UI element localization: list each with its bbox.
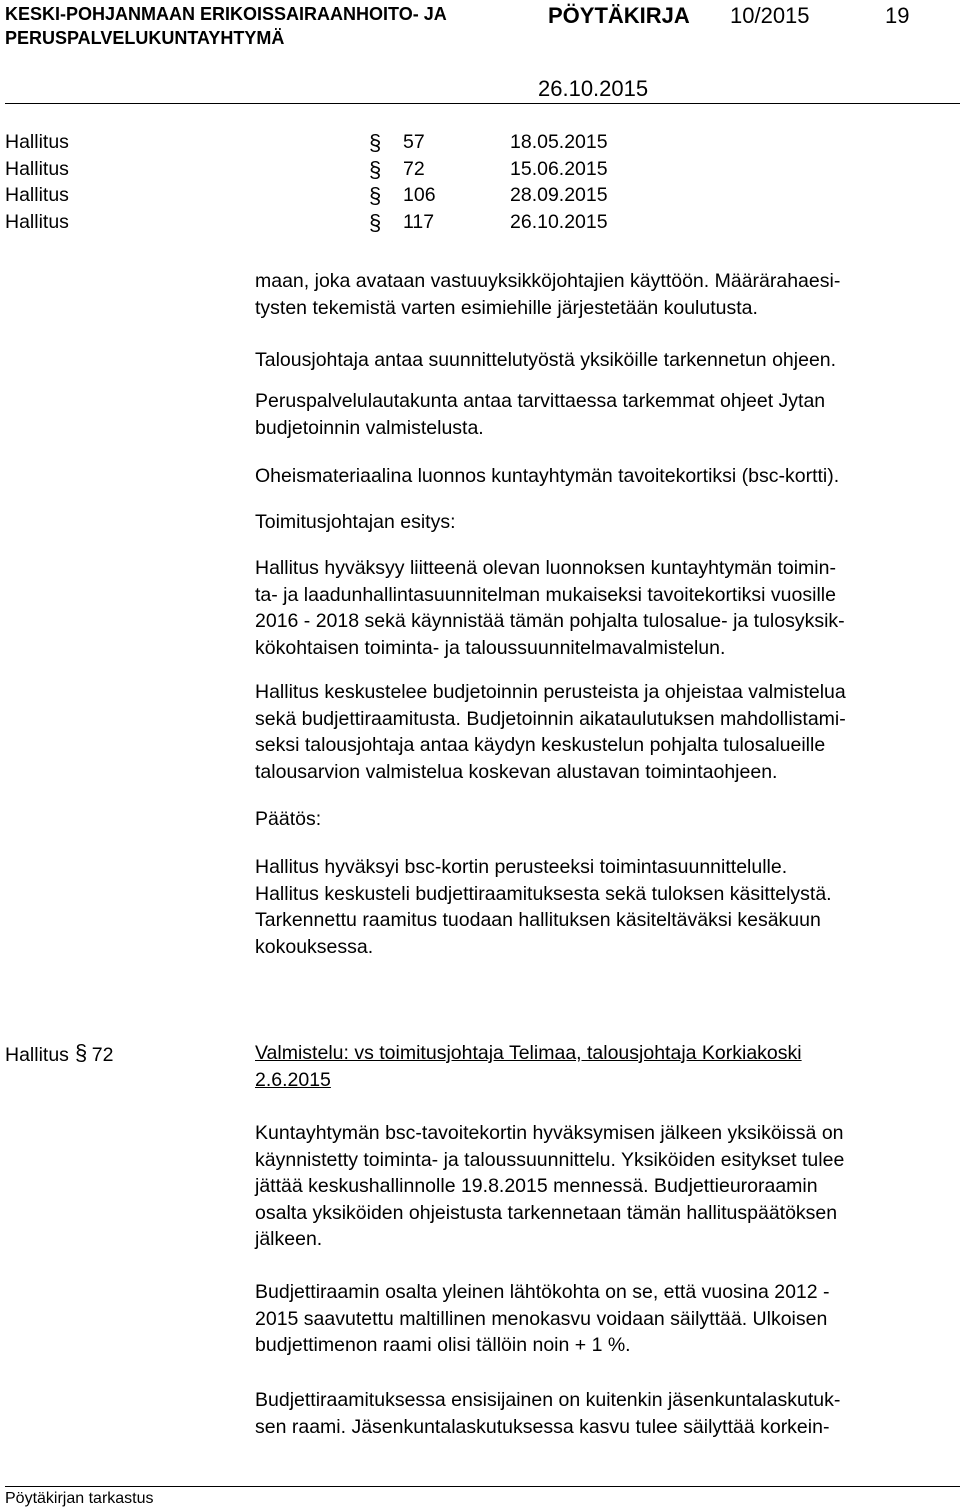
text-line: maan, joka avataan vastuuyksikköjohtajien käyttöön. Määrärahaesi- (255, 270, 841, 292)
history-section: 57 (403, 131, 425, 153)
text-line: Peruspalvelulautakunta antaa tarvittaessa tarkemmat ohjeet Jytan (255, 390, 826, 412)
document-type: PÖYTÄKIRJA (548, 3, 690, 28)
paragraph-cfo-instructions (255, 347, 955, 374)
svg-text:§: § (75, 1040, 88, 1065)
history-section: 72 (403, 158, 425, 180)
section-label (5, 1040, 113, 1067)
svg-text:§: § (369, 130, 382, 155)
history-body: Hallitus (5, 131, 69, 153)
text-line: tysten tekemistä varten esimiehille järjestetään koulutusta. (255, 296, 758, 319)
history-body: Hallitus (5, 158, 69, 180)
section-body: Hallitus (5, 1044, 69, 1066)
text-line: 2015 saavutettu maltillinen menokasvu voidaan säilyttää. Ulkoisen (255, 1307, 828, 1330)
text-line: Hallitus hyväksyy liitteenä olevan luonnoksen kuntayhtymän toimin- (255, 557, 836, 579)
section-sign-icon (368, 157, 380, 184)
paragraph-decision (255, 854, 955, 960)
history-date: 18.05.2015 (510, 131, 608, 153)
document-date: 26.10.2015 (538, 76, 649, 101)
history-date: 28.09.2015 (510, 184, 608, 206)
paragraph-committee-instructions (255, 388, 955, 441)
text-line: sekä budjettiraamitusta. Budjetoinnin aikataulutuksen mahdollistami- (255, 707, 846, 730)
text-line: talousarvion valmistelua koskevan alustavan toimintaohjeen. (255, 760, 778, 783)
header-divider (5, 103, 960, 104)
text-line: Talousjohtaja antaa suunnittelutyöstä yksiköille tarkennetun ohjeen. (255, 349, 837, 371)
paragraph-attachment-note (255, 463, 955, 490)
history-body: Hallitus (5, 184, 69, 206)
paragraph-proposal-2 (255, 679, 955, 785)
heading-line: 2.6.2015 (255, 1068, 331, 1091)
decision-heading (255, 806, 955, 833)
text-line: Hallitus hyväksyi bsc-kortin perusteeksi toimintasuunnittelulle. (255, 856, 788, 878)
section-number: 72 (91, 1044, 114, 1066)
text-line: ta- ja laadunhallintasuunnitelman mukaiseksi tavoitekortiksi vuosille (255, 583, 836, 606)
text-line: sen raami. Jäsenkuntalaskutuksessa kasvu tulee säilyttää korkein- (255, 1415, 830, 1438)
heading-text: Toimitusjohtajan esitys: (255, 511, 456, 533)
paragraph-section-2 (255, 1279, 955, 1359)
svg-text:§: § (369, 157, 382, 182)
section-heading (255, 1040, 955, 1093)
history-date: 26.10.2015 (510, 211, 608, 233)
text-line: jättää keskushallinnolle 19.8.2015 mennessä. Budjettieuroraamin (255, 1175, 818, 1197)
svg-text:§: § (369, 210, 382, 235)
text-line: seksi talousjohtaja antaa käydyn keskustelun pohjalta tulosalueille (255, 734, 826, 756)
text-line: jälkeen. (255, 1228, 323, 1250)
text-line: osalta yksiköiden ohjeistusta tarkennetaan tämän hallituspäätöksen (255, 1201, 838, 1224)
heading-line: Valmistelu: vs toimitusjohtaja Telimaa, talousjohtaja Korkiakoski (255, 1042, 802, 1064)
text-line: Budjettiraamituksessa ensisijainen on kuitenkin jäsenkuntalaskutuk- (255, 1389, 841, 1411)
text-line: Hallitus keskustelee budjetoinnin perusteista ja ohjeistaa valmistelua (255, 681, 846, 703)
paragraph-section-3 (255, 1387, 955, 1440)
history-body: Hallitus (5, 211, 69, 233)
organization-name-line2: PERUSPALVELUKUNTAYHTYMÄ (5, 28, 285, 48)
paragraph-proposal-1 (255, 555, 955, 661)
history-section: 117 (403, 211, 435, 233)
text-line: Kuntayhtymän bsc-tavoitekortin hyväksymisen jälkeen yksiköissä on (255, 1122, 844, 1144)
section-sign-icon (74, 1040, 88, 1066)
footer-label: Pöytäkirjan tarkastus (5, 1490, 154, 1507)
text-line: kökohtaisen toiminta- ja taloussuunnitelmavalmistelun. (255, 636, 726, 659)
section-sign-icon (368, 183, 380, 210)
text-line: budjetoinnin valmistelusta. (255, 416, 484, 439)
text-line: Budjettiraamin osalta yleinen lähtökohta on se, että vuosina 2012 - (255, 1281, 830, 1303)
document-number: 10/2015 (730, 3, 810, 28)
section-sign-icon (368, 130, 380, 157)
footer-divider (5, 1486, 960, 1487)
organization-name-line1: KESKI-POHJANMAAN ERIKOISSAIRAANHOITO- JA (5, 4, 447, 24)
page-number: 19 (885, 3, 910, 28)
text-line: Hallitus keskusteli budjettiraamituksesta sekä tuloksen käsittelystä. (255, 882, 832, 905)
history-section: 106 (403, 184, 436, 206)
text-line: kokouksessa. (255, 935, 374, 958)
text-line: Oheismateriaalina luonnos kuntayhtymän tavoitekortiksi (bsc-kortti). (255, 465, 840, 487)
paragraph-section-1 (255, 1120, 955, 1253)
text-line: Tarkennettu raamitus tuodaan hallituksen käsiteltäväksi kesäkuun (255, 909, 821, 931)
proposal-heading (255, 509, 955, 536)
text-line: 2016 - 2018 sekä käynnistää tämän pohjalta tulosalue- ja tulosyksik- (255, 610, 845, 632)
history-date: 15.06.2015 (510, 158, 608, 180)
paragraph-budget-frame (255, 268, 955, 321)
heading-text: Päätös: (255, 808, 322, 830)
section-sign-icon (368, 210, 380, 237)
text-line: käynnistetty toiminta- ja taloussuunnittelu. Yksiköiden esitykset tulee (255, 1148, 845, 1171)
text-line: budjettimenon raami olisi tällöin noin + 1 %. (255, 1334, 631, 1356)
svg-text:§: § (369, 183, 382, 208)
